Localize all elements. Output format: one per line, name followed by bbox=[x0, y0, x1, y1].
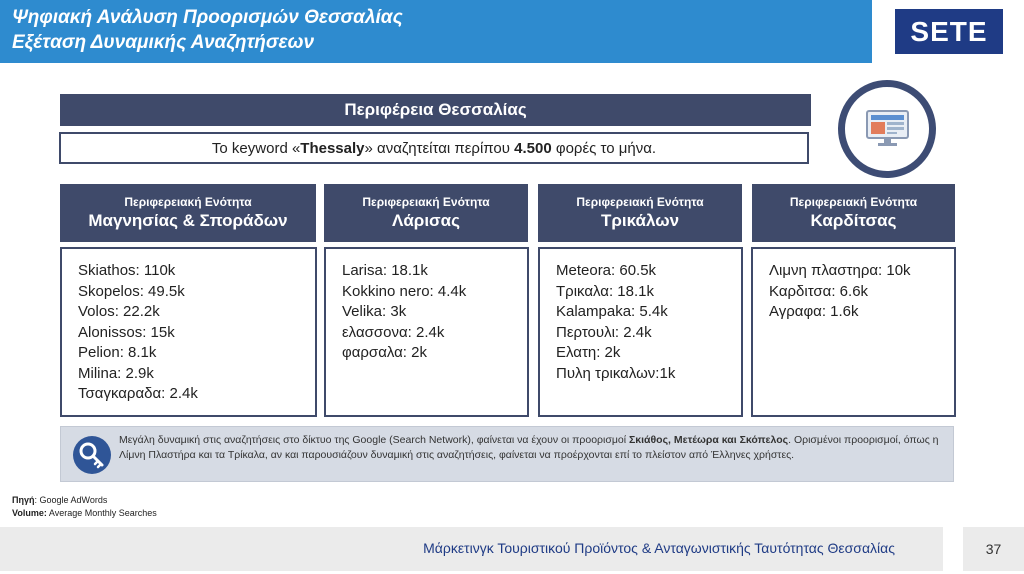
footer-title: Μάρκετινγκ Τουριστικού Προϊόντος & Ανταγωνιστικής Ταυτότητας Θεσσαλίας bbox=[423, 540, 895, 556]
list-item: Καρδιτσα: 6.6k bbox=[769, 282, 869, 300]
unit-label: Περιφερειακή Ενότητα bbox=[362, 195, 490, 209]
list-item: Kalampaka: 5.4k bbox=[556, 303, 668, 320]
list-item: Τρικαλα: 18.1k bbox=[556, 282, 654, 300]
keyword-post: φορές το μήνα. bbox=[551, 139, 657, 157]
monitor-circle bbox=[838, 80, 936, 178]
unit-name: Μαγνησίας & Σποράδων bbox=[88, 211, 288, 230]
list-item: Alonissos: 15k bbox=[78, 323, 175, 341]
unit-list-larisa bbox=[324, 247, 529, 417]
keyword-mid: » αναζητείται περίπου bbox=[364, 139, 515, 157]
unit-name: Τρικάλων bbox=[600, 211, 680, 230]
title-line-1: Ψηφιακή Ανάλυση Προορισμών Θεσσαλίας bbox=[12, 7, 403, 28]
search-key-icon bbox=[73, 436, 111, 474]
monitor-icon bbox=[865, 109, 910, 149]
unit-list-karditsa bbox=[751, 247, 956, 417]
note-line1-bold: Σκιάθος, Μετέωρα και Σκόπελος bbox=[628, 434, 789, 446]
insight-note bbox=[60, 426, 954, 482]
list-item: Skopelos: 49.5k bbox=[78, 282, 185, 300]
list-item: Milina: 2.9k bbox=[78, 364, 154, 382]
list-item: Ελατη: 2k bbox=[556, 344, 621, 361]
list-item: φαρσαλα: 2k bbox=[342, 344, 427, 361]
unit-head-trikala bbox=[538, 184, 742, 242]
keyword-count: 4.500 bbox=[514, 139, 552, 157]
note-text bbox=[119, 433, 949, 463]
header-bar bbox=[0, 0, 872, 63]
unit-list-trikala bbox=[538, 247, 743, 417]
keyword-pre: Το keyword « bbox=[211, 139, 301, 157]
list-item: Pelion: 8.1k bbox=[78, 344, 157, 361]
footer-bar bbox=[0, 527, 943, 571]
unit-label: Περιφερειακή Ενότητα bbox=[576, 195, 704, 209]
unit-name: Λάρισας bbox=[392, 211, 460, 230]
unit-label: Περιφερειακή Ενότητα bbox=[124, 195, 252, 209]
list-item: Volos: 22.2k bbox=[78, 303, 160, 320]
unit-head-larisa bbox=[324, 184, 528, 242]
source-label: Πηγή bbox=[12, 495, 35, 505]
list-item: ελασσονα: 2.4k bbox=[342, 323, 445, 341]
list-item: Τσαγκαραδα: 2.4k bbox=[78, 385, 198, 402]
note-line2: Ορισμένοι προορισμοί, όπως η Λίμνη Πλαστήρα και τα Τρίκαλα, αν και παρουσιάζουν δυναμική στις αναζητήσεις, φαίνεται να προέρχονται επί το πλείστον από Έλληνες χρήστες. bbox=[119, 434, 939, 461]
page-title bbox=[12, 5, 403, 55]
keyword-summary bbox=[59, 132, 809, 164]
note-line1-pre: Μεγάλη δυναμική στις αναζητήσεις στο δίκτυο της Google (Search Network), φαίνεται να έχουν οι προορισμοί bbox=[119, 434, 629, 446]
list-item: Larisa: 18.1k bbox=[342, 262, 428, 279]
source-note bbox=[12, 494, 157, 520]
unit-name: Καρδίτσας bbox=[810, 211, 897, 230]
title-line-2: Εξέταση Δυναμικής Αναζητήσεων bbox=[12, 32, 315, 53]
note-line1-post: . bbox=[788, 434, 792, 446]
list-item: Αγραφα: 1.6k bbox=[769, 303, 859, 320]
volume-value: Average Monthly Searches bbox=[46, 508, 157, 518]
list-item: Πυλη τρικαλων:1k bbox=[556, 364, 676, 382]
unit-head-magnesia bbox=[60, 184, 316, 242]
list-item: Skiathos: 110k bbox=[78, 262, 176, 279]
list-item: Velika: 3k bbox=[342, 303, 407, 320]
list-item: Kokkino nero: 4.4k bbox=[342, 282, 467, 300]
keyword-term: Thessaly bbox=[300, 139, 365, 157]
unit-label: Περιφερειακή Ενότητα bbox=[789, 195, 918, 209]
sete-logo: SETE bbox=[895, 9, 1003, 54]
source-value: : Google AdWords bbox=[34, 495, 108, 505]
region-title: Περιφέρεια Θεσσαλίας bbox=[60, 94, 811, 126]
page-number: 37 bbox=[963, 527, 1024, 571]
volume-label: Volume: bbox=[12, 508, 47, 518]
list-item: Περτουλι: 2.4k bbox=[556, 323, 652, 341]
list-item: Meteora: 60.5k bbox=[556, 262, 657, 279]
unit-list-magnesia bbox=[60, 247, 317, 417]
list-item: Λιμνη πλαστηρα: 10k bbox=[769, 262, 911, 279]
unit-head-karditsa bbox=[752, 184, 955, 242]
